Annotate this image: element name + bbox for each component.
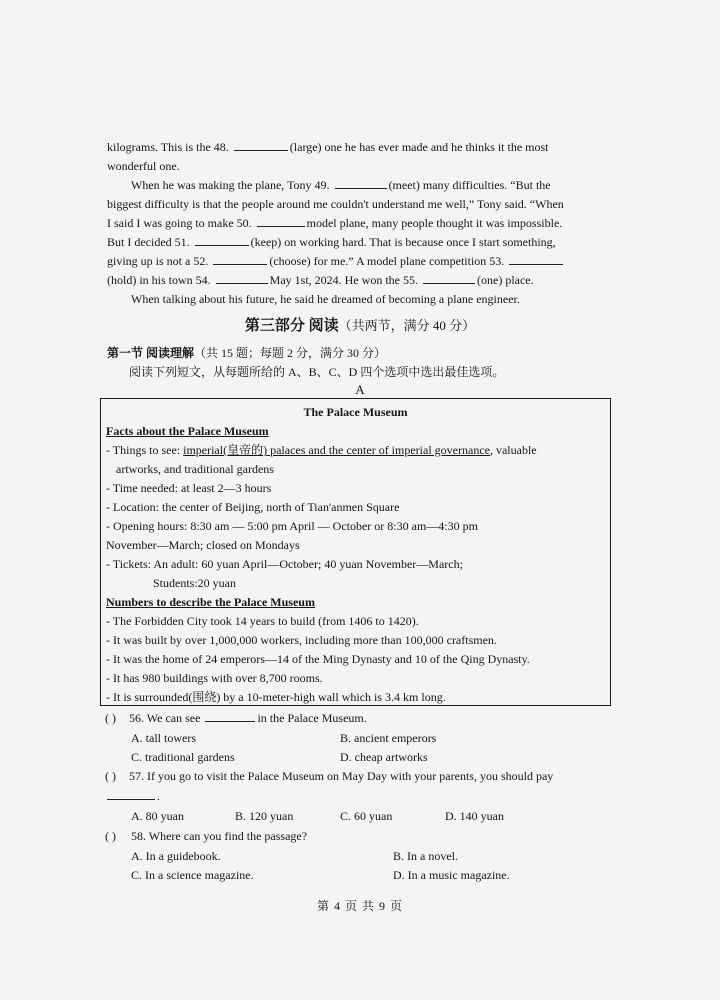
blank-54 xyxy=(216,272,268,284)
q58-option-c[interactable]: C. In a science magazine. xyxy=(131,868,254,882)
blank-49 xyxy=(335,177,387,189)
q57-option-d[interactable]: D. 140 yuan xyxy=(445,809,504,823)
page-number: 第 4 页 共 9 页 xyxy=(316,899,403,913)
numbers-heading: Numbers to describe the Palace Museum xyxy=(106,595,315,609)
q56-option-a[interactable]: A. tall towers xyxy=(131,731,196,745)
q57-option-b[interactable]: B. 120 yuan xyxy=(235,809,294,823)
cloze-line-5: I said I was going to make 50. model plane, many people thought it was impossible. xyxy=(107,216,563,230)
q57-option-a[interactable]: A. 80 yuan xyxy=(131,809,184,823)
cloze-line-6: But I decided 51. (keep) on working hard. That is because once I start something, xyxy=(107,235,556,249)
location: - Location: the center of Beijing, north of Tian'anmen Square xyxy=(106,500,400,514)
q58-option-a[interactable]: A. In a guidebook. xyxy=(131,849,221,863)
q56-option-b[interactable]: B. ancient emperors xyxy=(340,731,437,745)
answer-paren-57[interactable]: ( ) xyxy=(105,769,116,783)
question-57-tail: . xyxy=(107,787,160,805)
q58-option-b[interactable]: B. In a novel. xyxy=(393,849,458,863)
blank-52 xyxy=(213,253,267,265)
blank-55 xyxy=(423,272,475,284)
part-title: 第三部分 阅读（共两节，满分 40 分） xyxy=(244,318,476,334)
opening-hours: - Opening hours: 8:30 am — 5:00 pm April — October or 8:30 am—4:30 pm xyxy=(106,519,478,533)
cloze-line-2: wonderful one. xyxy=(107,159,180,173)
passage-letter: A xyxy=(355,382,365,397)
number-fact-5: - It is surrounded(围绕) by a 10-meter-high wall which is 3.4 km long. xyxy=(106,690,446,704)
facts-heading: Facts about the Palace Museum xyxy=(106,424,269,438)
blank-q57 xyxy=(107,788,155,800)
cloze-line-3: When he was making the plane, Tony 49. (meet) many difficulties. “But the xyxy=(131,178,551,192)
palace-museum-box xyxy=(100,398,611,706)
question-58: 58. Where can you find the passage? xyxy=(131,829,308,843)
tickets-students: Students:20 yuan xyxy=(153,576,236,590)
q58-option-d[interactable]: D. In a music magazine. xyxy=(393,868,510,882)
instruction: 阅读下列短文，从每题所给的 A、B、C、D 四个选项中选出最佳选项。 xyxy=(129,365,505,379)
section-title: 第一节 阅读理解（共 15 题；每题 2 分，满分 30 分） xyxy=(107,346,387,360)
cloze-line-7: giving up is not a 52. (choose) for me.” A model plane competition 53. xyxy=(107,252,565,270)
number-fact-2: - It was built by over 1,000,000 workers, including more than 100,000 craftsmen. xyxy=(106,633,497,647)
answer-paren-58[interactable]: ( ) xyxy=(105,829,116,843)
blank-53 xyxy=(509,253,563,265)
q56-option-c[interactable]: C. traditional gardens xyxy=(131,750,235,764)
q57-option-c[interactable]: C. 60 yuan xyxy=(340,809,393,823)
cloze-line-9: When talking about his future, he said he dreamed of becoming a plane engineer. xyxy=(131,292,520,306)
things-to-see-cont: artworks, and traditional gardens xyxy=(116,462,274,476)
things-to-see: - Things to see: imperial(皇帝的) palaces and the center of imperial governance, valuable xyxy=(106,443,537,457)
cloze-line-4: biggest difficulty is that the people around me couldn't understand me well,” Tony said. “When xyxy=(107,197,564,211)
cloze-line-1: kilograms. This is the 48. (large) one he has ever made and he thinks it the most xyxy=(107,140,549,154)
blank-51 xyxy=(195,234,249,246)
answer-paren-56[interactable]: ( ) xyxy=(105,711,116,725)
blank-50 xyxy=(257,215,305,227)
question-57: 57. If you go to visit the Palace Museum on May Day with your parents, you should pay xyxy=(129,769,554,783)
number-fact-4: - It has 980 buildings with over 8,700 rooms. xyxy=(106,671,323,685)
number-fact-1: - The Forbidden City took 14 years to build (from 1406 to 1420). xyxy=(106,614,419,628)
blank-48 xyxy=(234,139,288,151)
blank-q56 xyxy=(205,710,255,722)
question-56: 56. We can see in the Palace Museum. xyxy=(129,711,367,725)
number-fact-3: - It was the home of 24 emperors—14 of the Ming Dynasty and 10 of the Qing Dynasty. xyxy=(106,652,530,666)
box-title: The Palace Museum xyxy=(303,405,408,419)
tickets: - Tickets: An adult: 60 yuan April—October; 40 yuan November—March; xyxy=(106,557,463,571)
cloze-line-8: (hold) in his town 54. May 1st, 2024. He won the 55. (one) place. xyxy=(107,273,534,287)
q56-option-d[interactable]: D. cheap artworks xyxy=(340,750,428,764)
opening-hours-cont: November—March; closed on Mondays xyxy=(106,538,300,552)
time-needed: - Time needed: at least 2—3 hours xyxy=(106,481,272,495)
